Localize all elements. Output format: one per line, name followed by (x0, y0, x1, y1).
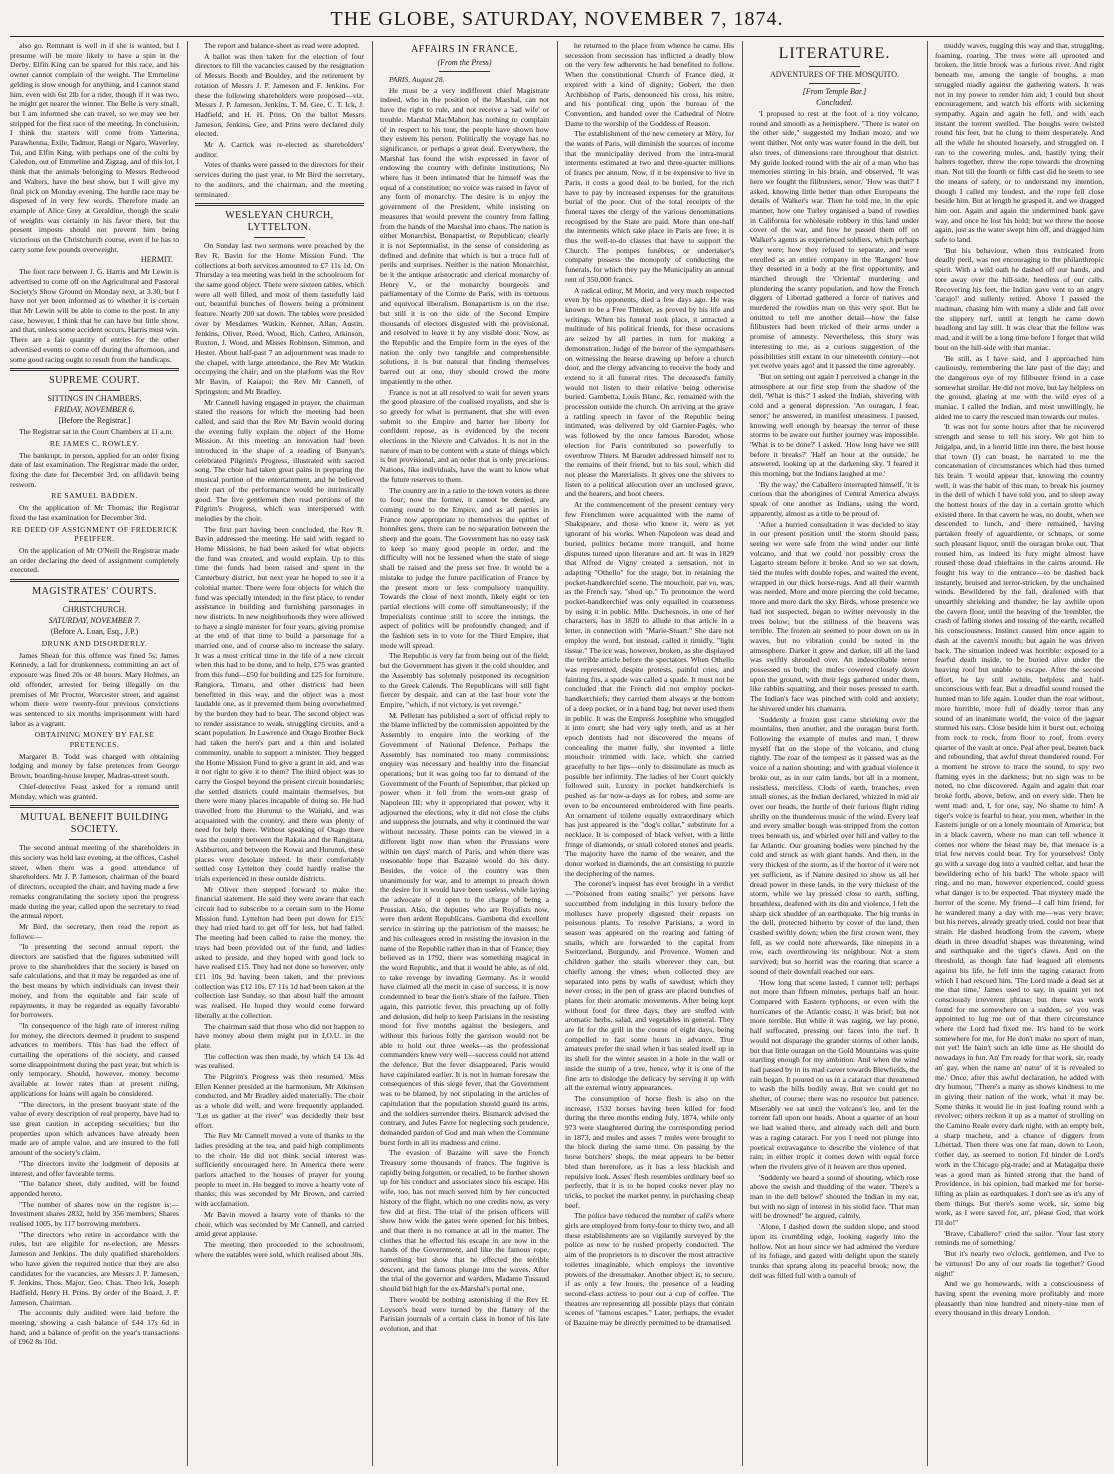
church-paragraph: The Pilgrim's Progress was then resumed. Miss Ellen Kenner presided at the harmonium, Mr Atkinson conducted, and Mr Bradley aided materially. The choir as a whole did well, and were frequently applauded. "Let us gather at the river" was decidedly their best effort. (195, 1072, 364, 1130)
section-divider (10, 368, 179, 371)
church-paragraph: Mr Cannell having engaged in prayer, the chairman stated the reasons for which the meeting had been called, and said that the Rev Mr Bavin would during the evening fully explain the object of the Home Mission. At this meeting an innovation had been introduced in the shape of a reading of Bunyan's celebrated Pilgrim's Progress, illustrated with sacred song. The choir had taken great pains in preparing the musical portion of the entertainment, and he believed their part of the performance would be intrinsically good. The five gentlemen then read portions of the Pilgrim's Progress, which was interspersed with melodies by the choir. (195, 397, 364, 523)
literature-heading: LITERATURE. (778, 45, 891, 62)
footrace-paragraph: The foot race between J. G. Harris and Mr Lewin is advertised to come off on the Agricultural and Pastoral Society's Show Ground on Monday next, at 3.30, but I have not yet been informed as to whether it is certain that Mr Lewin will be able to come to the post. In any case, however, I think that he can have but little show, and that, unless some accident occurs, Harris must win. There are a fair quantity of entries for the other advertised events to come off during the afternoon, and some good racing ought to result from the handicaps. (10, 267, 179, 364)
heading-rule (809, 66, 860, 67)
story-paragraph: 'But his behaviour, when thus extricated from deadly peril, was not encouraging to the philanthropic spirit. With a wild oath he dashed off our hands, and tore away over the hill-side, heedless of our calls. Recovering his feet, the Indian gave vent to an angry 'carajo!' and sullenly retired. Above I passed the madman, chasing him with many a slide and fall over the slippery turf, until at length he came down headlong and lay still. It was clear that the fellow was mad, and it will be a long time before I forget that wild bout on the hill-side with that maniac. (935, 245, 1104, 352)
story-paragraph: 'Alone, I dashed down the sudden slope, and stood upon its crumbling edge, looking eagerly into the hollow. Not an hour since we had admired the verdure of its foliage, and gazed with delight upon the stately trunks that sprang along its peaceful brook; now, the dell was filled full with a tumult of (750, 1222, 919, 1280)
court-paragraph: James Shean for this offence was fined 5s; James Kennedy, a lad for drunkenness, committing an act of exposure was fined 20s or 48 hours. Mary Holmes, an old offender, arrested for being illegally on the premises of Mr Proctor, Worcester street, and against whom there were twenty-four previous convictions was sentenced to six months imprisonment with hard labor as a vagrant. (10, 650, 179, 728)
case-text: On the application of Mr Thomas, the Registrar fixed the last examination for December 3rd. (10, 503, 179, 522)
section-divider (10, 579, 179, 582)
story-paragraph: 'Be still, as I have said, and I approached him cautiously, remembering the late past of the day; and the dangerous eye of my filibuster friend in a case somewhat similar. He did not move, but lay helpless on the ground, glaring at me with the wild eyes of a maniac. I called the Indian, and most unwillingly, he aided me to carry the rescued man towards our mules. (935, 353, 1104, 421)
church-paragraph: The collection was then made, by which £4 13s 4d was realised. (195, 1051, 364, 1071)
story-paragraph: 'Brave, Caballero!' cried the sailor. 'Your last story reminds me of something.' (935, 1228, 1104, 1248)
church-paragraph: Mr Oliver then stepped forward to make the financial statement. He said they were aware that each circuit had to subscribe to a certain sum to the Home Mission fund. Lyttelton had been put down for £15: they had tried hard to get off for less, but had failed. The meeting had been called to raise the money, the trays had been provided out of the fund, and ladies asked to preside, and they hoped with good luck to have realised £15. They had not done so however, only £11 10s 9d having been taken, and the previous collection was £12 10s. £7 11s 1d had been taken at the collection last Sunday, so that about half the amount was realised. He hoped they would come forward liberally at the collection. (195, 884, 364, 1020)
france-heading: AFFAIRS IN FRANCE. (411, 44, 518, 55)
heading-rule (254, 237, 305, 238)
society-paragraph: Mr A. Carrick was re-elected as shareholders' auditor. (195, 140, 364, 159)
story-paragraph: 'I proposed to rest at the foot of a tiny volcano, round and smooth as a hemisphere. "There is water on the other side," suggested my Indian mozo, and we went thither. Not only was water found in the dell, but also trees, of dimensions rare throughout that district. My guide looked round with the air of a man who has memories stirring in his brain, and observed, 'It was here we fought the filibusters, senor.' 'How was that?' I asked, knowing little better than other Europeans the details of Walker's war. Then he told me, in the epic manner, how one Turley organised a band of rowdies in California for wholesale robbery in this land under cover of the war, and how he passed them off on Walker's agents as experienced soldiers, which perhaps they were; how they refused to separate, and were enrolled as an entire company in the 'Rangers' how they deserted in a body at the first opportunity, and marched through the 'Oriental' murdering and plundering the scanty population, and how the French diggers of Libertad gathered a force of natives and murdered the rowdies man on this very spot. But he omitted to tell me another detail—how the false filibusters had been tricked of their arms under a promise of amnesty. Nevertheless, this story was interesting to me, as a curious suggestion of the possibilities still extant in our nineteenth century—not yet twelve years ago! and it passed the time agreeably. (750, 109, 919, 371)
society-paragraph: The second annual meeting of the shareholders in this society was held last evening, at the offices, Cashel street, when there was a good attendance of shareholders. Mr J. P. Jameson, chairman of the board of directors, occupied the chair, and having made a few remarks congratulating the society upon the progress made during the year, called upon the secretary to read the annual report. (10, 843, 179, 921)
france-paragraph: The Republic is very far from being out of the field; but the Government has given it the cold shoulder, and the Assembly has solemnly postponed its recognition to the Greek Calends. The Republicans will still fight fiercer by despair, and can at the last hour vote the Empire, "which, if not victory, is yet revenge." (380, 651, 549, 709)
france-paragraph: he returned to the place from whence he came. His secession from secession has inflicted a deadly blow on the very few adherents he had benefited to follow. When the constitutional Church of France died, it expired with a kind of dignity; Gobert, the then Archbishop of Paris, denounced his cross, his mitre, and his pontifical ring upon the bureau of the Convention, and handed over the Cathedral of Notre Dame to the worship of the Goddess of Reason. (565, 41, 734, 128)
society-paragraph: "The number of shares now on the register is:—Investment shares 2832, held by 356 members; Shares realised 1005, by 117 borrowing members. (10, 1199, 179, 1229)
column-1 (10, 41, 179, 1466)
story-paragraph: muddy waves, tugging this way and that, struggling, foaming, roaring. The trees were all uprooted and broken, the little brook was a furious river. And right beneath me, among the tangle of boughs, a man struggled madly against the gathering waters. It was not in my power to render him aid; I could but shout encouragement, and watch his efforts with sickening sympathy. Again and again he fell, and with each instant the torrent swelled. The boughs were twisted round his feet, but he clung to them desperately. And all the while he shouted hoarsely, and struggled on. I ran to the cowering mules, and, hastily tying their halters together, threw the rope towards the drowning man. Not till the fourth or fifth cast did he seem to see the means of safety, or to understand my intention, though I called my loudest, and the rope fell close beside him. But at length he grasped it, and we dragged him out. Again and again the undermined bank gave way, and once he lost his hold; but we threw the noose again, just as the water swept him off, and dragged him safe to land. (935, 41, 1104, 245)
racing-paragraph: also go. Remnant is well in if she is wanted, but I presume will be more likely to have a spin in the Derby. Elfin King can be spared for this race, and his owner cannot complain of the weight. The Emmeline gelding is slow enough for anything, and I cannot stand him, even with 6st 2lb for a rider, though if it was two, he might get nearer the winner. The Belle is very small, but I am informed she can travel, so we may see her stripped for the first race of the meeting. In conclusion, I think the starters will come from Yatterina, Parawhenna, Exile, Tadmor, Rangi or Ngaro, Waverley, Tui, and Elfin King, with perhaps one of the colts by Caledon, out of Emmeline and Zigzag, and of this lot, I think that the animals belonging to Messrs Redwood and Walters, have the best show, but I will give my final pick on Monday evening. The hurdle race may be disposed of in very few words. Therefore made an example of Alice Grey at Geraldine, though the scale of weights was certainly in his favor there, but the present imposts should not prevent him being victorious on the Christchurch course, even if he has to carry some few pounds overweight. (10, 41, 179, 254)
france-paragraph: He must be a very indifferent chief Magistrate indeed, who in the position of the Marshal, can not have the right to rule, and not receive a 'sad wife' or trouble. Marshal MacMahon has nothing to complain of in respect to his tour, the people have shown how they esteem his person. Politically the voyage has no significance, or perhaps a great deal. Everywhere, the Marshal has found the wish expressed in favor of endowing the country with definite institutions; No where has it been intimated that he himself was the equal of a constitution; no voice was raised in favor of any form of monarchy. The desire is to enjoy the government of the President, while insisting on measures that would prevent the country from falling from the hands of the Marshal into chaos. The nation is either Monarchist, Bonapartist, or Republican; clearly it is not Septennialist, in the sense of considering as defined and definite that which is but a truce full of perils and surprises. Neither is the nation Monarchist, be it the antique aristocratic and clerical monarchy of Henry V., or the monarchy bourgeois and parliamentary of the Comte de Paris, with its tortuous and equivocal liberalism. Bonapartism is on the rise, but still it is on the side of the Second Empire thousands of electors disgusted with the provisional, and resolved to leave it by any visible door. Now, as the Republic and the Empire form in the eyes of the nation the only two tangible and comprehensible solutions, it is but natural that finding themselves barred out at one, they should crowd the more impatiently to the other. (380, 85, 549, 386)
case-text: The bankrupt, in person, applied for an order fixing date of last examination. The Registrar made the order, fixing the date for December 3rd, on affidavit being resworn. (10, 450, 179, 489)
column-2 (187, 41, 364, 1466)
story-source: [From Temple Bar.] (802, 87, 867, 96)
supreme-intro: The Registrar sat in the Court Chambers at 11 a.m. (19, 427, 174, 437)
story-paragraph: 'It was not for some hours after that he recovered strength and sense to tell his story. We got him to Juigalpa, and, in a horrid little inn there, the best house that town (I) can boast, he narrated to me the concatenation of circumstances which had thus turned his brain. 'I would appear that, knowing the country well, it was the habit of this man, to break his journey in the dell of which I have told you, and to sleep away the hottest hours of the day in a certain grotto which existed there. In that cavern he was, no doubt, when we descended to lunch, and there remained, having partaken freely of aguardiente, or schnaps, or some such pleasant liquor, until the ouragan broke out. That roused him, as indeed its fury might almost have roused those dead chieftains in the cairns around. He fought his way to the entrance—to be dashed back instantly, bruised and terror-stricken, by the unchained winds. Bewildered by the fall, deafened with that unearthly shrieking and thunder, he lay awhile upon the cavern floor, until the heaving of the 'trembler, the crash of falling stones and tossing of the earth, recalled his consciousness. Instinct caused him once again to dash at the cavern's mouth; but again he was driven back. The situation indeed was horrible: exposed to a fearful death inside, to be buried alive under the heaving roof but unable to escape. After the second effort, he lay still awhile, helpless and half-unconscious with fear. But a dreadful sound roused the hunted man to life again. Louder than the roar without, more horrible, more full of deadly terror than any sound of an inanimate world, the voice of the jaguar stunned his ears. Close beside him it burst out, echoing from rock to rock, from floor to roof, from every quarter of the vault at once. Peal after peal, beaten back and rebounding, that awful threat thundered round. For a moment he strove to trace the sound, to spy two flaming eyes in the darkness; but no sign was to be noted, no clue discovered. Again and again that roar broke forth, above, below, and on every side. Then he went mad: and, I, for one, say, No shame to him! A tiger's voice is fearful to hear, you men, whether in the Eastern jungle or on a lonely mountain of America; but in a black cavern, where no man can tell whence it comes nor where the beast may be, that menace is a trial few nerves could bear. Try for yourselves! Only go with a savage dog into a vaulted cellar, and hear the bewildering echo of his bark! The whole space will ring, and no man, however experienced, could guess what danger is to be expected. That mystery made the horror of the scene. My friend—I call him friend, for he wandered many a day with me—was very brave; but his nerves, already greatly tried, could not bear that strain. He dashed headlong from the cavern, where death in three dreadful shapes was threatening, wind and earthquake and the tiger's claws. And on the threshold, as though fate had leagued all elements against his life, he fell into the raging cataract from which I had rescued him. 'The Lord made a dead set at me that time,' James used to say, in quaint yet not consciously irreverent phrase; but there was work found for me somewhere on a sudden, so' you was appointed to lug me out of that there circumstance where the Lord had fixed me. It's hand to be work somewhere for me, for He don't make no sport of man, not yet! He hain't such an idle time as He should do nowadays in fun. An' I'm ready for that work, sir, ready an' gay, when the name an' natur' of it is revealed to me.' Once, after this awful declaration, he added with dry humour, "There's a many as shows kindness to me in giving their nation of the work, what it may be. Some thinks it would lie in just loafing round with a revolver; others reckon it up as a matter of strolling on the Camino Reale every dark night, with an empty belt, a sharp machete, and a chance of diggers from Libertad. Then there was one fat man, down to Leon, t'other day, as seemed to notion I'd hinder de Lord's work in the Chicago pig-trade; and at Matagalpa there was a good man as hinted strong that the hand of Providence, in his opinion, had marked me for horse-lifting as plain as earthquakes. I don't see as it's any of them things. But there's some work, sir, some big work, as I were saved for, an', please God, that work I'll do!" (935, 422, 1104, 1228)
magistrates-subheading: CHRISTCHURCH. (62, 605, 127, 615)
france-paragraph: The establishment of the new cemetery at Méry, for the wants of Paris, will diminish the sources of income that the municipality derived from the intra-mural interments estimated at two and three-quarter millions of francs per annum. Now, if it be expensive to live in Paris, it costs a good deal to be buried, for the rich have to pay by increased expenses for the gratuitous burial of the poor. Out of the total receipts of the funeral taxes the clergy of the various denominations recognised by the State are paid. More than one-half the interments which take place in Paris are free; it is thus the well-to-do classes that have to support the Church. The pompes funèbres, or undertaker's company possess the monopoly of conducting the funerals, for which they pay the Municipality an annual rent of 350,000 francs. (565, 129, 734, 284)
case-text: On the application of Mr O'Neill the Registrar made an order declaring the deed of assignment completely executed. (10, 545, 179, 575)
heading-rule (69, 601, 120, 602)
offence-heading: DRUNK AND DISORDERLY. (41, 639, 148, 649)
magistrates-date: SATURDAY, NOVEMBER 7. (48, 616, 141, 626)
racing-signature: HERMIT. (140, 255, 173, 265)
society-paragraph: Mr Bird, the secretary, then read the report as follows:— (10, 921, 179, 941)
church-paragraph: The Rev Mr Cannell moved a vote of thanks to the ladies presiding at the tea, and paid high compliments to the choir. He did not think social interest was sufficiently encouraged here. In America there were parlors attached to the houses of prayer for young people to meet in. He begged to move a hearty vote of thanks; this was seconded by Mr Brown, and carried with acclamation. (195, 1131, 364, 1209)
story-paragraph: 'But on setting out again I perceived a change in the atmosphere at our first step from the shadow of the dell. 'What is this?' I asked the Indian, shivering with cold and a general depression. 'An ouragan, I fear, senor;' he answered, in manifest uneasiness. I paused, knowing well enough by hearsay the terror of these storms to be aware our further journey was impossible. 'What is to be done?' I asked. 'How long have we still before it breaks?' 'Half an hour at the outside,' he answered, looking up at the darkening sky. 'I feared it this morning, but the Indians laughed at me.' (750, 371, 919, 479)
column-4 (557, 41, 734, 1466)
story-title: ADVENTURES OF THE MOSQUITO. (769, 70, 900, 79)
church-paragraph: On Sunday last two sermons were preached by the Rev R. Bavin for the Home Mission Fund. The collections at both services amounted to £7 11s 1d. On Thursday a tea meeting was held in the schoolroom for the same good object. There were sixteen tables, which were all well filled, and most of them tastefully laid out, beautiful bunches of flowers being a prominent feature. Nearly 200 sat down. The tables were presided over by Mesdames Watkin, Kenner, Allan, Austin, Jenkins, Oliver, Reed, Wood, Rich, Cathro, Atkinson, Ruxton, J. Wood, and Misses Robinson, Simmon, and Hester. About half-past 7 an adjournment was made to the chapel, with large attendance, the Rev Mr Watkin occupying the chair; and on the platform was the Rev Mr Bavin, of Kaiapoi; the Rev Mr Cannell, of Springston; and Mr Bradley. (195, 241, 364, 396)
church-paragraph: The meeting then proceeded to the schoolroom, where the eatables were sold, which realised about 30s. (195, 1239, 364, 1259)
society-paragraph: The accounts duly audited were laid before the meeting, showing a cash balance of £44 17s 6d in hand, and a balance of profit on the year's transactions of £962 8s 10d. (10, 1308, 179, 1347)
france-paragraph: France is not at all resolved to wait for seven years the good pleasure of the coalised royalists, and she is so greedy for what is permanent, that she will even submit to the Empire and barter her liberty for confident repose, as is evidenced by the recent elections in the Nievre and Calvados. It is not in the nature of man to be content with a state of things which is but provisional, and an order that is only precarious. Nations, like individuals, have the want to know what the future reserves to them. (380, 387, 549, 484)
column-3 (372, 41, 549, 1466)
society-paragraph: "In presenting the second annual report, the directors are satisfied that the figures submitted will prove to the shareholders that the society is based on safe calculations, and that it may be regarded as one of the best means by which individuals can invest their money, and from the equitable and fair scale of repayments, it may be regarded as equally favorable for borrowers. (10, 942, 179, 1020)
supreme-court-heading: SUPREME COURT. (49, 375, 140, 387)
column-5 (742, 41, 919, 1466)
mutual-benefit-heading: MUTUAL BENEFIT BUILDING SOCIETY. (20, 812, 169, 836)
section-divider (195, 203, 364, 206)
case-heading: RE SAMUEL BADDEN. (51, 491, 138, 501)
column-6 (927, 41, 1104, 1466)
offence-heading: OBTAINING MONEY BY FALSE PRETENCES. (34, 730, 155, 750)
heading-rule (69, 839, 120, 840)
france-source: (From the Press) (437, 58, 492, 67)
france-paragraph: The police have reduced the number of café's where girls are employed from forty-four to thirty two, and all these establishments are so vigilantly surveyed by the police as now to be rushed properly conducted. The aim of the proprietors is to discover the most attractive toilettes imaginable, which employs the inventive powers of the dressmaker. Another object is, to secure, if as only a few hours, the presence of a leading second-class actress to pour out a cup of coffee. The theatres are representing all possible plays that contain scenes of "famous escapes." Later, perhaps, the evader of Bazaine may be directly permitted to be dramatised. (565, 1211, 734, 1328)
church-paragraph: The first part having been concluded, the Rev R. Bavin addressed the meeting. He said with regard to Home Missions, he had been asked for what objects the fund was created, and would explain. Up to this time the funds had been raised and spent in the Canterbury district, but next year he hoped to see it a colonial matter. There were four objects for which the fund was specially intended; in the first place, to render assistance in building and furnishing parsonages in new districts. In new neighborhoods they were allowed to have a single minister for four years, giving promise at the end of that time to build a parsonage for a married one, and of course also to increase the salary. It was a most critical time in the life of a new circuit when this had to be done, and to help, £75 was granted from this fund—£50 for building and £25 for furniture. Rangiora, Timaru, and other districts had been benefitted in this way, and the object was a most laudable one, as it prevented them being overwhelmed by the burden they had to bear. The second object was to render assistance to weak, struggling circuits, and a scant population. In Lawrence and Otago Brother Beck had taken the hero's part and a thin and isolated community, unable to support a minister. They begged the Home Mission Fund to give a grant in aid, and was it not right to give it to them? The third object was to carry the Gospel beyond the present circuit boundaries; the settled districts could maintain themselves, but there were many places incapable of doing so. He had travelled from the Hurunui to the Waitaki, and was acquainted with the country, and there was plenty of need for help there. Without speaking of Otago there was the country between the Rakaia and the Rangitata, Ashburton, and between the Kowai and Hurunui, these places were desolate indeed. In their comfortably settled cosy Lyttelton they could hardly realise the trials experienced in these outside districts. (195, 524, 364, 883)
supreme-subheading: SITTINGS IN CHAMBERS. (47, 394, 142, 404)
masthead: THE GLOBE, SATURDAY, NOVEMBER 7, 1874. (330, 8, 784, 30)
society-paragraph: The report and balance-sheet as read were adopted. (204, 41, 360, 50)
heading-rule (809, 83, 860, 84)
supreme-before: [Before the Registrar.] (58, 416, 131, 426)
story-paragraph: 'Suddenly a frozen gust came shrieking over the mountains, then another, and the ouragan burst forth. Following the example of mules and man, I threw myself flat on the slope of the volcano, and clung tightly. The roar of the tempest as it passed was as the voice of a nation shouting; and with gradual violence it broke out, as in our calm lands, but all in a moment, resistless, merciless. Clods of earth, branches, even small stones, as the Indian declared, whizzed in mid air over our heads, the hurtle of their furious flight riding shrilly on the thunderous music of the wind. Every leaf and every smaller bough was stripped from the cotton trees beneath us, and whirled over hill and valley to the far Atlantic. Our groaning bodies were pinched by the cold and struck as with giant hands. And then, in the very thickest of the storm, as if the horror of it were not yet sufficient, as if Nature desired to show us all her dread power in these lands, in the very thickest of the storm, while we lay pressed close to earth, stifling, breathless, deafened with its din and violence, I felt the sharp sick shudder of an earthquake. The big trunks in the dell, protected hitherto by cover of the land, then crashed swiftly down; when the first crown went, they fell, as we could note afterwards, like ninepins in a row, each overthrowing its neighbour. Not a stem survived; but so horrid was the roaring that scarce a sound of their downfall reached our ears. (750, 714, 919, 976)
case-heading: RE DEED OF ASSIGNMENT OF FREDERICK PFEIFFER. (11, 524, 178, 544)
section-divider (10, 805, 179, 808)
story-paragraph: 'After a hurried consultation it was decided to stay in our present position until the storm should pass, seeing we were safe from the wind under our little volcano, and that we could not possibly cross the Lagarto stream before it broke. And so we sat down, tied the mules with double ropes, and waited the event, wrapped in our thick horse-rugs. And all their warmth was needed. More and more piercing the cold became, more and more dark the sky. Birds, whose presence we had not suspected, began to twitter nervously in the trees below; but the stillness of the heavens was terrible. The frozen air seemed to pour down on us in waves, but no vibration could be noted in the atmosphere. Darker it grew and darker, till all the land was swiftly shrouded over. An indescribable terror possessed us both; the mules cowered closely down upon the ground, with their legs gathered under them, like rabbits squatting, and their noses pressed to earth. The Indian's face was pinched with cold and anxiety; he shivered under his chamarra. (750, 519, 919, 713)
france-paragraph: M. Pelletan has published a sort of official reply to the blame inflicted by the commission appointed by the Assembly to enquire into the working of the Government of National Defence. Perhaps the Assembly has nominated too many commissions; enquiry was necessary and healthy into the financial operations; but it was going too far to demand of the Government of the Fourth of September, that picked up power when it fell from the worn-out grasp of Napoleon III; why it appropriated that power, why it adjourned the elections, why it did not close the clubs and suppress the journals, and why it continued the war without necessity. These points can be viewed in a different light now than when the Prussians were within ten days' march of Paris, and when there was reasonable hope that Bazaine would do his duty. Besides, the voice of the country was then unanimously for war, and to attempt to preach down the desire for it would have been useless, while laying the advocate of it open to the charge of being a Prussian. Also, the deputies who are Royalists now, were then ardent Republicans. Gambetta did excellent service in stirring up the patriotism of the masses; he and his colleagues erred in resisting the invasion in the name of the Republic rather than in that of France; they believed as in 1792, there was something magical in the word Republic, and that it would be able, as of old, to take revenge by invading Germany. As it would have claimed all the merit in case of success, it is now condemned to bear the lion's share of the failure. Then again, this patriotic fever, this preaching up of folly and delusion, did help to keep Parisians in the resisting mood for five months against the besiegers, and without this furious folly the garrison would not be able to hold out three weeks—as the professional commanders knew very well—success could not attend the defence. But the fever disappeared, Paris would have capitulated earlier. It is not in human foresaw the consequences of this siege fever, that the Government was to be blamed, by not stipulating in the articles of capitulation that the population should guard its arms, and the soldiers surrender theirs. Bismarck advised the contrary, and Jules Favre for neglecting such prudence, demanded pardon of God and man when the Commune burst forth in all its madness and crime. (380, 710, 549, 1147)
society-paragraph: "The directors invite the lodgment of deposits at interest, and offer favorable terms. (10, 1158, 179, 1178)
case-heading: RE JAMES C. ROWLEY. (49, 438, 140, 448)
supreme-date: FRIDAY, NOVEMBER 6. (54, 405, 135, 415)
magistrates-before: (Before A. Loan, Esq., J.P.) (50, 627, 139, 637)
society-paragraph: "The directors, in the present buoyant state of the value of every description of real property, have had to use great caution in accepting securities; but the properties upon which advances have already been made are of ample value, and are insured to the full amount of the society's claim. (10, 1099, 179, 1158)
story-paragraph: 'How long that scene lasted, I cannot tell; perhaps not more than fifteen minutes, perhaps half an hour. Compared with Eastern typhoons, or even with the hurricanes of the Atlantic coast, it was brief; but not more terrible. But while it was raging, we lay prone, half suffocated, pressing our faces into the turf. It would not disparage the grander storms of other lands, but that little ouragan on the Gold Mountains was quite startling enough for my ambition. And when the wind had passed by in its mad career towards Blewfields, the rain began. It poured on us in a cataract that threatened to wash the hills bodily away. But we could get no shelter, of course; there was no resource but patience. Miserably we sat until the volcano's lee, and let the torrent fall upon our heads. About a quarter of an hour we had waited there, and already each dell and burn was a raging cataract. For you I need not plunge into poetical extravagance to describe the violence of that rain; in either tropic it comes down with equal force when the rivulets give of it heaven are thus opened. (750, 977, 919, 1171)
france-paragraph: At the commencement of the present century very few Frenchmen were acquainted with the name of Shakspeare, and those who knew it, were as yet ignorant of his works. When Napoleon was dead and buried, politics became more tranquil, and home disputes turned upon literature and art. It was in 1829 that Alfred de Vigny created a sensation, not in adapting "Othello" for the stage, but in retaining the pocket-handkerchief scene. The mouchoir, par vu, was, as the French say, "shod up." To pronounce the word pocket-handkerchief was only equalled in coarseness by using it in public. Mlle. Duchesnois, in one of her characters, has in 1820 to allude to that article in a letter, in connection with "Marie-Stuart." She dare not employ the word, but instead, called it timidly, "light tissue." The ice was, however, broken, as she displayed the terrible article before the spectators. When Othello was represented, despite protests, painful cries, and fainting fits, a spade was called a spade. It must not be concluded that the French did not employ pocket-handkerchiefs; they carried them always at the bottom of a deep pocket, or in a hand bag, but never used them in public. It was the Empress Josephine who smuggled it into court; she had very ugly teeth, and as at her epoch dentists had not discovered the means of concealing the matter fully, she invented a little mouchoir trimmed with lace, which she carried gracefully to her lips—only to dissimulate as much as possible her infirmity. The ladies of her Court quickly followed suit. Luxury in pocket handkerchiefs is pushed as far now-a-days as for robes, and some are even to be encountered embroidered with fine pearls. An ornament of toilette equally extraordinary which has just appeared is the "dog's collar," substitute for a necklace. It is composed of black velvet, with a little fringe of diamonds, or small colored stones and pearls. The majority have the name of the wearer, and the donor worked in diamonds, the art consisting to puzzle the deciphering of the names. (565, 500, 734, 878)
france-dateline: PARIS, August 28. (389, 75, 445, 84)
magistrates-heading: MAGISTRATES' COURTS. (32, 586, 157, 598)
society-paragraph: "In consequence of the high rate of interest ruling for money, the directors deemed it prudent to suspend advances to members. This has had the effect of curtailing the operations of the society, and caused some disappointment during the past year, but which is only temporary. Should, however, money become available at lower rates than at present ruling, applications for loans will again be considered. (10, 1020, 179, 1098)
society-paragraph: "The balance sheet, duly audited, will be found appended hereto. (10, 1179, 179, 1198)
heading-rule (69, 390, 120, 391)
france-paragraph: A radical editor, M Morin, and very much respected even by his opponents, died a few days ago. He was known to be a Free Thinker, as proved by his life and writings. When his funeral took place, it attracted a multitude of his political friends, for these occasions are seized by all parties in turn for making a demonstration. Judge of the horror of the sympathisers on witnessing the hearse drawing up before a church door, and the clergy advancing to receive the body and extend to it all funeral rites. The deceased's family would not listen to their relative being otherwise buried. Gambetta, Louis Blanc, &c. remained with the procession outside the church. On arriving at the grave a rattling speech in favor of the Republic being intimated, was delivered by old Garnier-Pagès, who was followed by the once famous Barodet, whose election for Paris contributed so powerfully to overthrow Thiers. M Barodet addressed himself not to the remains of their friend, but to his soul, which did not please the Materialists. It gives one the shivers to listen to a political allocution over an unclosed grave, and the hearers, and hoot cheers. (565, 285, 734, 499)
court-paragraph: Chief-detective Feast asked for a remand until Monday, which was granted. (10, 781, 179, 801)
story-paragraph: 'By the way,' the Caballero interrupted himself, 'it is curious that the aborigines of Central America always speak of one another as Indians, using the word, apparently, almost as a title to be proud of. (750, 479, 919, 518)
society-paragraph: "The directors who retire in accordance with the rules, but are eligible for re-election, are Messrs Jameson and Jenkins. The duly qualified shareholders who have given the required notice that they are also candidates for the vacancies, are Messrs J. P. Jameson, F. Jenkins, Thos. Major, Geo. Chas. Theo Ick, Joseph Hadfield, Henry H. Prins. By order of the Board, J. P. Jameson, Chairman. (10, 1229, 179, 1307)
france-paragraph: There would be nothing astonishing if the Rev H. Loyson's head were turned by the flattery of the Parisian journals of a certain class in honor of his late evolution, and that (380, 1294, 549, 1333)
france-paragraph: The coroner's inquest has ever brought in a verdict—"Poisoned from eating snails;" yet persons have succumbed from indulging in this luxury before the molluscs have properly digested their repasts on poisonous plants. To resolve Parisians, a word in season was appeared on the rearing and fatting of snails, which are forwarded to the capital from Switzerland, Burgundy, and Provence. Women and children gather the snails wherever they can, but chiefly among the vines; when collected they are separated into pens by walls of sawdust, which they never cross; in the pen of grass are placed bunches of plants for their aromatic movements. After being kept without food for three days, they are stuffed with aromatic herbs, salad, and vegetables in general. They are fit for the grill in the course of eight days, being compelled to fast some hours in advance. True amateurs prefer the snail when it has sealed itself up in its shell for the winter season in a hole in the wall or inside the stump of a tree, hence, why it is one of the fine arts to dislodge the delicacy by serving it up with all the external wintry appearances. (565, 879, 734, 1093)
wesleyan-heading: WESLEYAN CHURCH, LYTTELTON. (225, 210, 334, 234)
society-paragraph: Votes of thanks were passed to the directors for their services during the past year, to Mr Bird the secretary, to the auditors, and the chairman, and the meeting terminated. (195, 160, 364, 199)
masthead-rule (10, 36, 1104, 37)
story-concluded: Concluded. (816, 98, 853, 107)
france-paragraph: The evasion of Bazaine will save the French Treasury some thousands of francs. The fugitive is rapidly being forgotten, or recalled, to be further shown up for his conduct and associates since his escape. His wife, too, has not much served him by her concocted history of the flight, which no one credits now, as very few did at first. The trial of the prison officers will show how wide the gates were opened for his bribes, and that there is no romance at all in the matter. The clothes that he effected his escape in are now in the hands of the Government, and like the famous rope, something but show that he effected the terrible descent, and the famous plunge into the waves. After the trial of the governor and warders, Madame Tussaud should bid high for the ex-Marshal's portal one. (380, 1148, 549, 1294)
france-paragraph: The consumption of horse flesh is also on the increase, 1532 horses having been killed for food during the three months ending July, 1874, while only 973 were slaughtered during the corresponding period in 1873, and mules and asses 7 mules were brought to the block during the same time. On passing by the horse butchers' shops, the meat appears to be better bled than heretofore, as it has a less blackish and repulsive look. Asses' flesh resembles ordinary beef so perfectly, that it is to be hoped cooks never play no tricks, to pocket the market penny, in purchasing cheap beef. (565, 1093, 734, 1210)
church-paragraph: Mr Bavin moved a hearty vote of thanks to the choir, which was seconded by Mr Cannell, and carried amid great applause. (195, 1209, 364, 1239)
church-paragraph: The chairman said that those who did not happen to have money about them might put in I.O.U. in the plate. (195, 1021, 364, 1050)
france-paragraph: The country are in a ratio to the town voters as three to four; now the former, it cannot be denied, are coming round to the Empire, and as all parties in France now appropriate to themselves the epithet of honnêtes gens, there can be no separation between the sheep and the goats. The Government has no easy task to keep so many good people in order, and the difficulty will not be lessened when the state of siege shall be raised and the press set free. It would be a mistake to judge the future pacification of France by the present more or less compulsory tranquility. Towards the close of next month, likely eight or ten partial elections will come off simultaneously; if the Imperialists continue still to score the innings, the aspect of politics will be profoundly changed; and if the fashion sets in to vote for the Third Empire, that mode will spread. (380, 485, 549, 650)
story-paragraph: And we go homewards, with a consciousness of having spent the evening more profitably and more pleasantly than nine hundred and ninety-nine men of every thousand in this dreary London. (935, 1279, 1104, 1318)
columns (10, 41, 1104, 1466)
heading-rule (439, 71, 490, 72)
story-paragraph: 'But it's nearly two o'clock, gentlemen, and I've to be virtuous! Do any of our roads lie together? Good night!' (935, 1249, 1104, 1278)
court-paragraph: Margaret B. Todd was charged with obtaining lodging and money by false pretences from George Brown, boarding-house keeper, Madras-street south. (10, 751, 179, 781)
story-paragraph: 'Suddenly we heard a sound of shouting, which rose above the swish and thudding of the water. 'There's a man in the dell below!' shouted the Indian in my ear, but with no sign of interest in his stolid face. 'That man will be drowned!' he argued, calmly. (750, 1172, 919, 1221)
society-paragraph: A ballot was then taken for the election of four directors to fill the vacancies caused by the resignation of Messrs Booth and Bouldey, and the retirement by rotation of Messrs J. P. Jameson and F. Jenkins. For these the following shareholders were proposed—viz. Messrs J. P. Jameson, Jenkins, T. M. Gee, C. T. Ick, J. Hadfield, and H. H. Prins. On the ballot Messrs Jameson, Jenkins, Gee, and Prins were declared duly elected. (195, 51, 364, 139)
